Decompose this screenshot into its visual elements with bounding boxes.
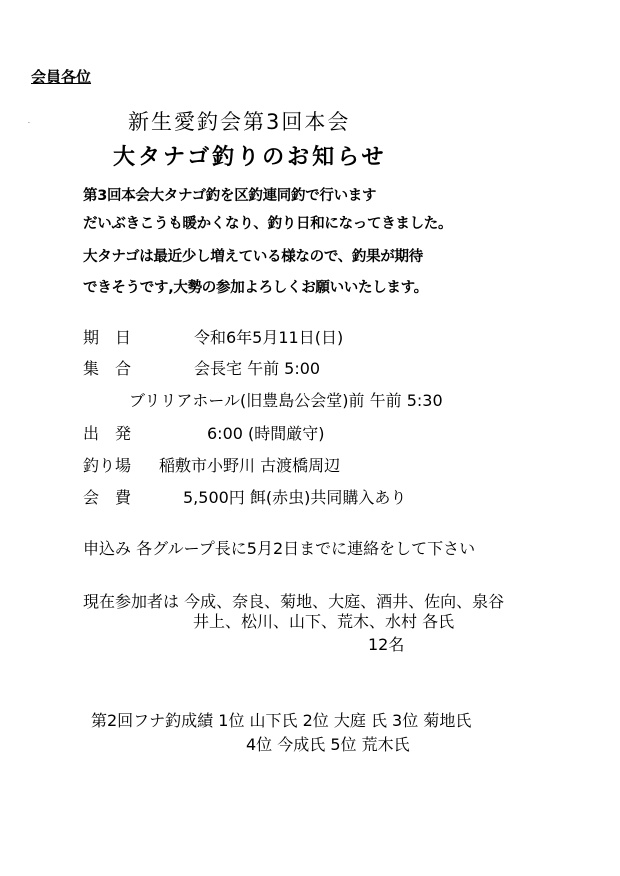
intro-line: できそうです,大勢の参加よろしくお願いいたします。	[83, 280, 428, 296]
depart-label: 出 発	[83, 424, 132, 443]
subtitle: 新生愛釣会第3回本会	[128, 110, 351, 134]
addressee: 会員各位	[31, 68, 92, 86]
intro-line: 第3回本会大タナゴ釣を区釣連同釣で行います	[83, 188, 377, 204]
participants-count: 12名	[368, 635, 405, 654]
date-value: 令和6年5月11日(日)	[194, 328, 344, 347]
stray-mark: ·	[28, 120, 30, 127]
meet-value-secondary: ブリリアホール(旧豊島公会堂)前 午前 5:30	[129, 391, 443, 410]
intro-line: だいぶきこうも暖かくなり、釣り日和になってきました。	[83, 216, 453, 232]
meet-label: 集 合	[83, 359, 132, 378]
participants-line: 井上、松川、山下、荒木、水村 各氏	[193, 612, 455, 631]
date-label: 期 日	[83, 328, 132, 347]
intro-line: 大タナゴは最近少し増えている様なので、釣果が期待	[83, 249, 423, 265]
depart-value: 6:00 (時間厳守)	[207, 424, 325, 443]
results-line: 第2回フナ釣成績 1位 山下氏 2位 大庭 氏 3位 菊地氏	[91, 711, 472, 730]
participants-line: 現在参加者は 今成、奈良、菊地、大庭、酒井、佐向、泉谷	[83, 592, 505, 611]
fee-label: 会 費	[83, 488, 132, 507]
page-title: 大タナゴ釣りのお知らせ	[113, 145, 387, 170]
fee-value: 5,500円 餌(赤虫)共同購入あり	[183, 488, 407, 507]
results-line: 4位 今成氏 5位 荒木氏	[246, 735, 410, 754]
place-value: 稲敷市小野川 古渡橋周辺	[159, 456, 341, 475]
application-note: 申込み 各グループ長に5月2日までに連絡をして下さい	[83, 539, 476, 558]
meet-value: 会長宅 午前 5:00	[194, 359, 321, 378]
place-label: 釣り場	[83, 456, 132, 475]
